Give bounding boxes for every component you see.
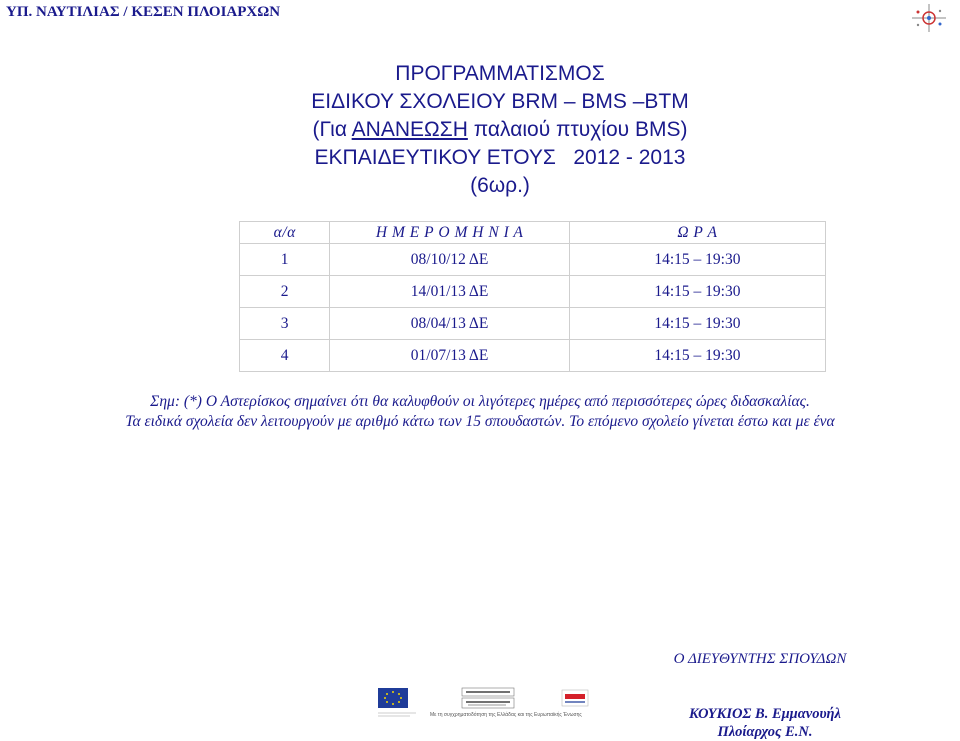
signature-block [640,705,890,741]
cell-date: 08/04/13 ΔΕ [330,308,569,340]
signature-role: Ο ΔΙΕΥΘΥΝΤΗΣ ΣΠΟΥΔΩΝ [673,651,847,667]
cell-date: 14/01/13 ΔΕ [330,276,569,308]
cell-index: 3 [240,308,330,340]
title-line-3-underlined: ΑΝΑΝΕΩΣΗ [351,118,468,141]
title-line-2: ΕΙΔΙΚΟΥ ΣΧΟΛΕΙΟΥ BRM – BMS –BTM [311,90,689,113]
signature-rank: Πλοίαρχος Ε.Ν. [717,724,813,740]
table-row [240,244,826,276]
signature-name: ΚΟΥΚΙΟΣ Β. Εμμανουήλ [689,706,841,722]
header-date: Η Μ Ε Ρ Ο Μ Η Ν Ι Α [330,222,569,244]
title-line-5: (6ωρ.) [470,174,530,197]
espa-logo-icon [562,690,588,706]
cell-time: 14:15 – 19:30 [569,308,825,340]
cell-time: 14:15 – 19:30 [569,340,825,372]
program-logo [462,688,514,708]
cell-index: 4 [240,340,330,372]
header-time: Ω Ρ Α [569,222,825,244]
table-row [240,276,826,308]
cell-time: 14:15 – 19:30 [569,276,825,308]
ministry-logo-icon [906,2,952,34]
note-line-1: Σημ: (*) Ο Αστερίσκος σημαίνει ότι θα καλυφθούν οι λιγότερες ημέρες από περισσότερες ώρες διδασκαλίας. [150,393,810,410]
header-text: ΥΠ. ΝΑΥΤΙΛΙΑΣ / ΚΕΣΕΝ ΠΛΟΙΑΡΧΩΝ [6,4,281,20]
eu-flag-icon [378,688,408,708]
cell-index: 1 [240,244,330,276]
title-line-3-suffix: παλαιού πτυχίου BMS) [467,118,688,141]
title-line-3 [240,116,760,144]
schedule-table [239,221,826,372]
note-line-2: Τα ειδικά σχολεία δεν λειτουργούν με αριθμό κάτω των 15 σπουδαστών. Το επόμενο σχολείο γίνεται έστω και με ένα [125,413,835,430]
title-line-4: ΕΚΠΑΙΔΕΥΤΙΚΟΥ ΕΤΟΥΣ 2012 - 2013 [314,146,686,169]
cell-time: 14:15 – 19:30 [569,244,825,276]
cell-date: 01/07/13 ΔΕ [330,340,569,372]
title-line-3-prefix: (Για [312,118,352,141]
footer-caption: Με τη συγχρηματοδότηση της Ελλάδας και της Ευρωπαϊκής Ένωσης [430,712,582,718]
table-header-row [240,222,826,244]
table-row [240,340,826,372]
cell-date: 08/10/12 ΔΕ [330,244,569,276]
header-index: α/α [240,222,330,244]
document-title [240,60,760,200]
title-line-1: ΠΡΟΓΡΑΜΜΑΤΙΣΜΟΣ [395,62,605,85]
cell-index: 2 [240,276,330,308]
table-row [240,308,826,340]
